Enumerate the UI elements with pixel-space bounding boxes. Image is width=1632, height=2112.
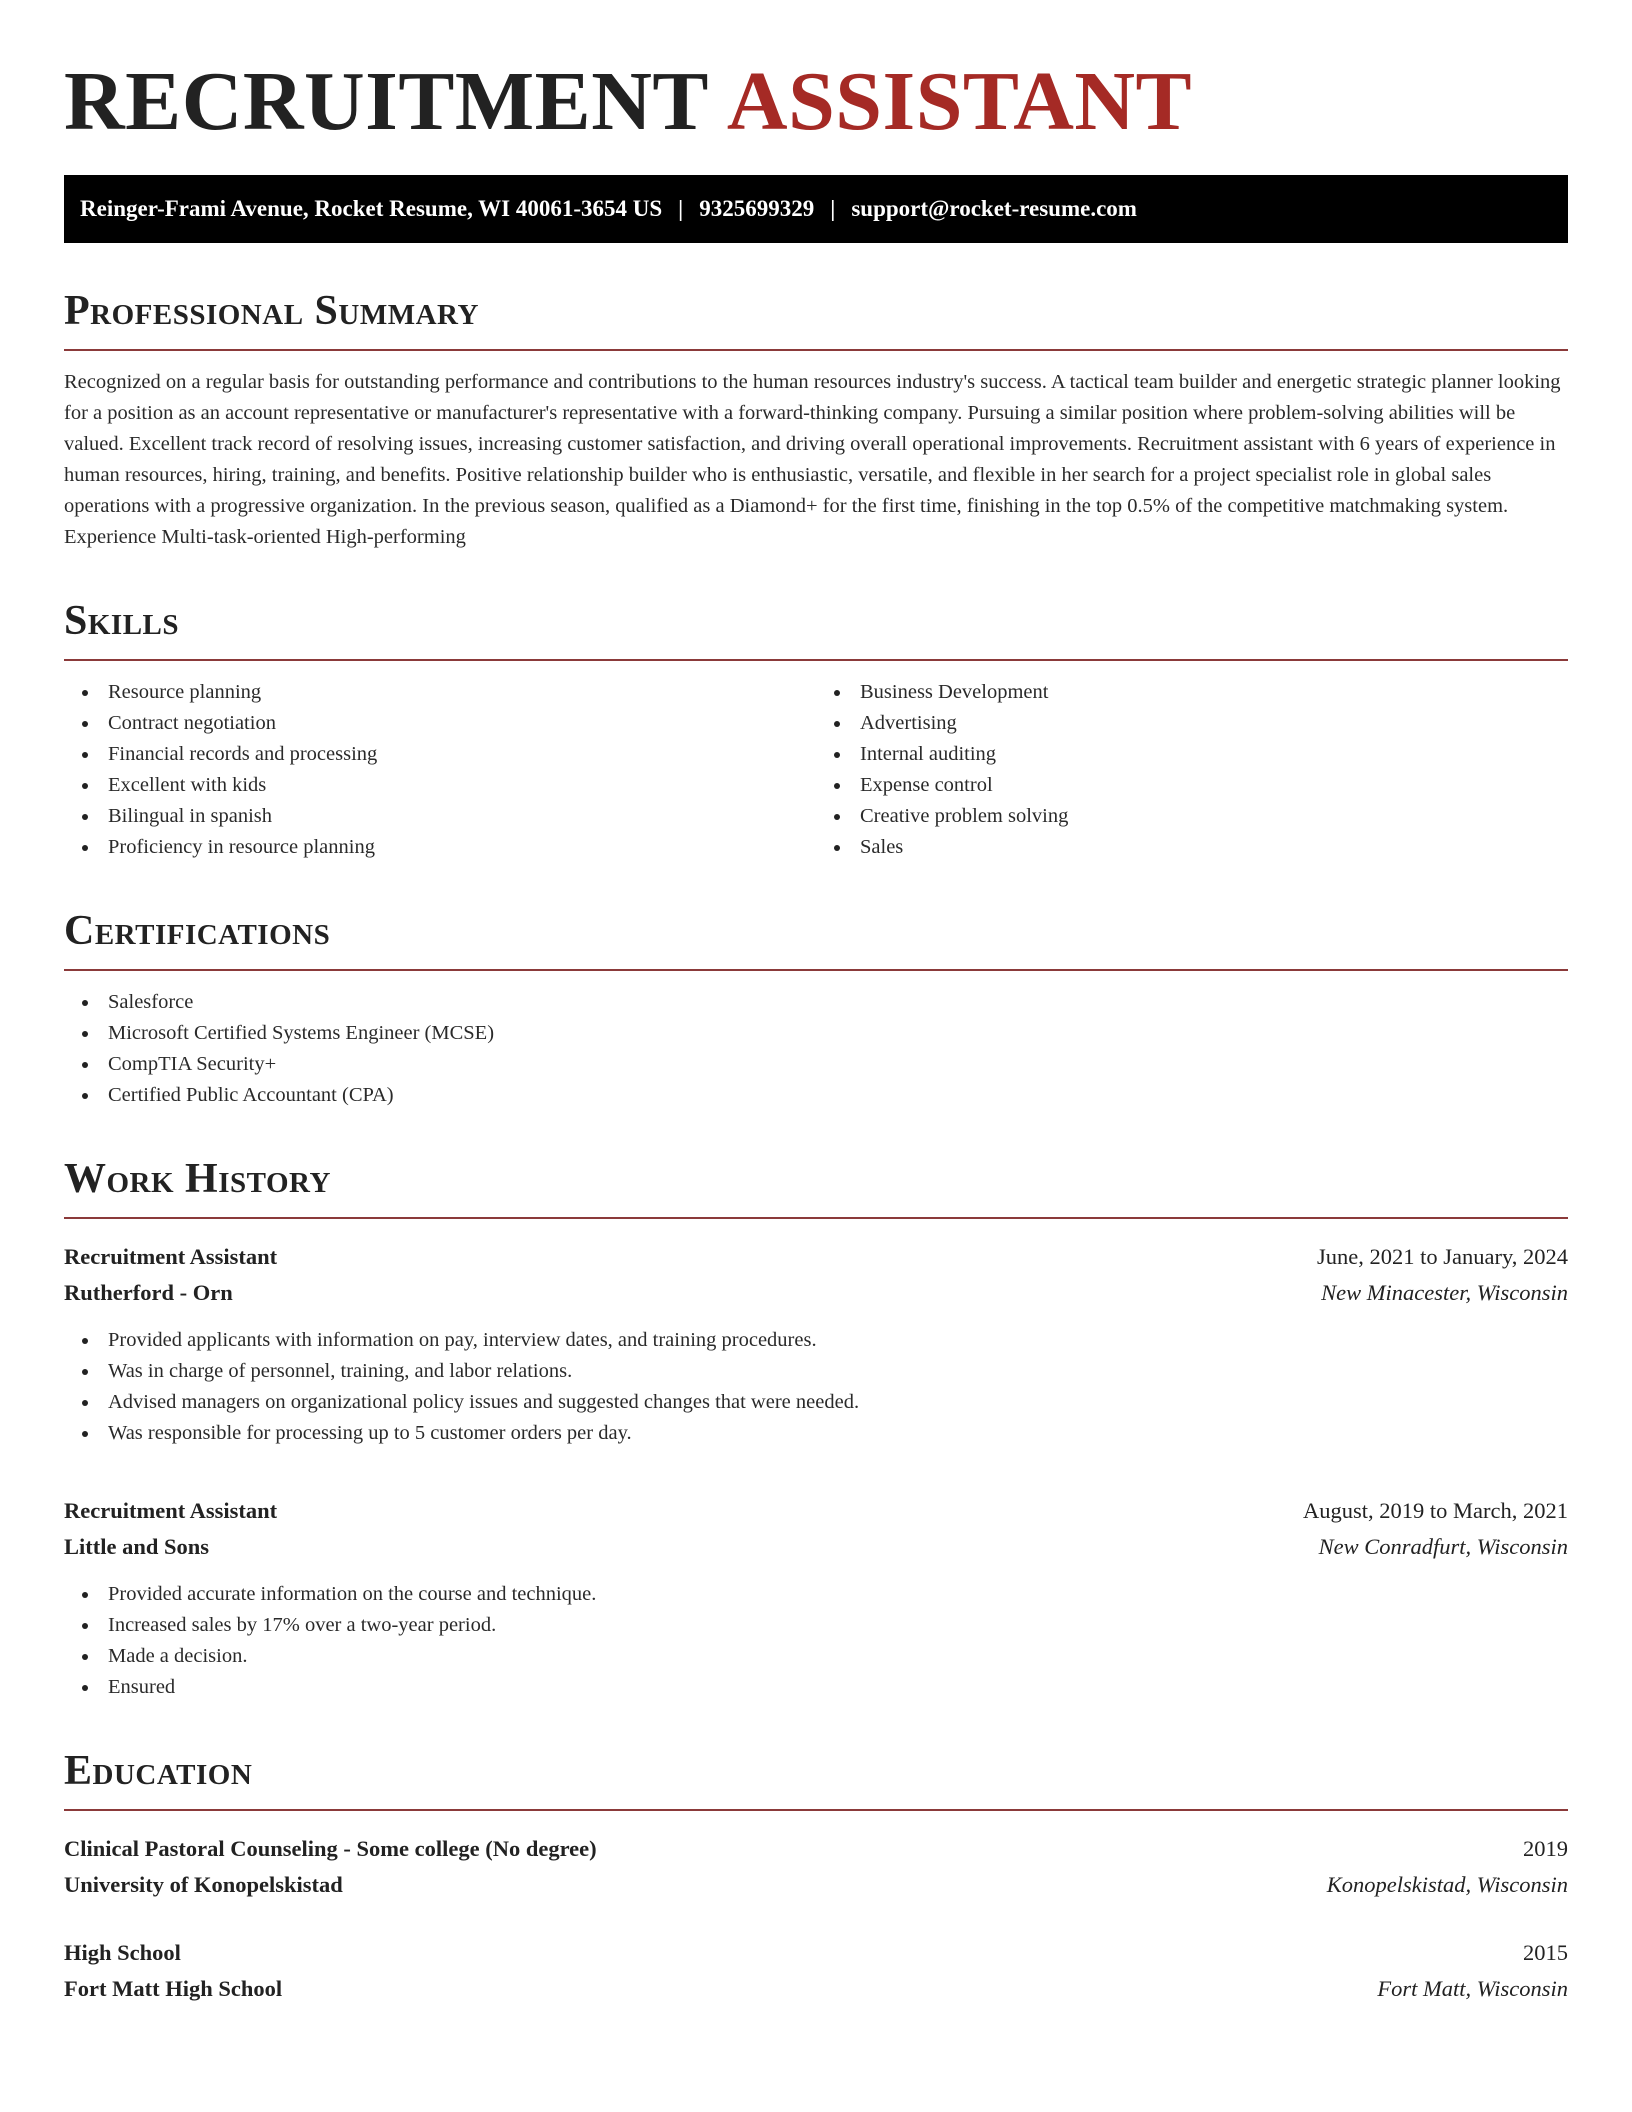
skill-item: Bilingual in spanish (64, 801, 816, 832)
section-divider (64, 349, 1568, 351)
job-duty-item: Ensured (64, 1672, 1568, 1703)
education-year: 2015 (1523, 1940, 1568, 1965)
job-dates: August, 2019 to March, 2021 (1303, 1498, 1568, 1523)
skills-list-right (816, 677, 1568, 863)
skills-section (64, 597, 1568, 863)
section-divider (64, 1809, 1568, 1811)
job-duty-item: Made a decision. (64, 1641, 1568, 1672)
job-duties-list (64, 1579, 1568, 1703)
education-degree: Clinical Pastoral Counseling - Some college (No degree) (64, 1836, 597, 1861)
job-company: Little and Sons (64, 1534, 210, 1559)
job-duty-item: Increased sales by 17% over a two-year period. (64, 1610, 1568, 1641)
work-history-heading: Work History (64, 1156, 331, 1202)
education-location: Fort Matt, Wisconsin (1377, 1976, 1568, 2001)
skill-item: Creative problem solving (816, 801, 1568, 832)
contact-phone: 9325699329 (699, 196, 815, 221)
education-school-row (64, 1867, 1568, 1903)
education-degree: High School (64, 1940, 181, 1965)
section-divider (64, 1217, 1568, 1219)
skill-item: Internal auditing (816, 739, 1568, 770)
skill-item: Business Development (816, 677, 1568, 708)
summary-text: Recognized on a regular basis for outstanding performance and contributions to the human resources industry's success. A tactical team builder and energetic strategic planner looking for a position as an account representative or manufacturer's representative with a forward-thinking company. Pursuing a similar position where problem-solving abilities will be valued. Excellent track record of resolving issues, increasing customer satisfaction, and driving overall operational improvements. Recruitment assistant with 6 years of experience in human resources, hiring, training, and benefits. Positive relationship builder who is enthusiastic, versatile, and flexible in her search for a project specialist role in global sales operations with a progressive organization. In the previous season, qualified as a Diamond+ for the first time, finishing in the top 0.5% of the competitive matchmaking system. Experience Multi-task-oriented High-performing (64, 371, 1561, 548)
job-duty-item: Advised managers on organizational policy issues and suggested changes that were needed. (64, 1387, 1568, 1418)
skill-item: Sales (816, 832, 1568, 863)
certification-item: CompTIA Security+ (64, 1049, 1568, 1080)
certification-item: Microsoft Certified Systems Engineer (MCSE) (64, 1018, 1568, 1049)
job-duty-item: Was responsible for processing up to 5 customer orders per day. (64, 1418, 1568, 1449)
job-entry (64, 1493, 1568, 1703)
summary-heading: Professional Summary (64, 288, 479, 334)
education-year: 2019 (1523, 1836, 1568, 1861)
job-duty-item: Was in charge of personnel, training, and labor relations. (64, 1356, 1568, 1387)
skill-item: Proficiency in resource planning (64, 832, 816, 863)
skill-item: Excellent with kids (64, 770, 816, 801)
certification-item: Salesforce (64, 987, 1568, 1018)
certifications-section (64, 907, 1568, 1111)
job-title: Recruitment Assistant (64, 1498, 278, 1523)
job-company-row (64, 1529, 1568, 1565)
skill-item: Contract negotiation (64, 708, 816, 739)
education-entry (64, 1935, 1568, 2007)
skill-item: Advertising (816, 708, 1568, 739)
job-dates: June, 2021 to January, 2024 (1316, 1244, 1568, 1269)
skill-item: Financial records and processing (64, 739, 816, 770)
skills-list-left (64, 677, 816, 863)
job-location: New Conradfurt, Wisconsin (1318, 1534, 1568, 1559)
job-company: Rutherford - Orn (64, 1280, 233, 1305)
education-school: Fort Matt High School (64, 1976, 283, 2001)
contact-email: support@rocket-resume.com (851, 196, 1137, 221)
name-first: RECRUITMENT (64, 55, 709, 148)
education-entry (64, 1831, 1568, 1903)
contact-address: Reinger-Frami Avenue, Rocket Resume, WI 40061-3654 US (80, 196, 663, 221)
education-school: University of Konopelskistad (64, 1872, 343, 1897)
education-heading: Education (64, 1748, 253, 1794)
section-divider (64, 969, 1568, 971)
education-location: Konopelskistad, Wisconsin (1326, 1872, 1568, 1897)
skills-grid (64, 677, 1568, 863)
certifications-list (64, 987, 1568, 1111)
name-last: ASSISTANT (726, 55, 1193, 148)
work-history-section (64, 1155, 1568, 1703)
job-entry (64, 1239, 1568, 1449)
skill-item: Resource planning (64, 677, 816, 708)
contact-separator: | (830, 196, 836, 221)
summary-section (64, 287, 1568, 553)
education-school-row (64, 1971, 1568, 2007)
education-header-row (64, 1831, 1568, 1867)
job-title: Recruitment Assistant (64, 1244, 278, 1269)
job-duty-item: Provided accurate information on the course and technique. (64, 1579, 1568, 1610)
education-header-row (64, 1935, 1568, 1971)
education-section (64, 1747, 1568, 2007)
contact-bar (64, 175, 1568, 243)
job-company-row (64, 1275, 1568, 1311)
certification-item: Certified Public Accountant (CPA) (64, 1080, 1568, 1111)
job-header-row (64, 1239, 1568, 1275)
certifications-heading: Certifications (64, 908, 331, 954)
contact-separator: | (678, 196, 684, 221)
job-duties-list (64, 1325, 1568, 1449)
job-duty-item: Provided applicants with information on pay, interview dates, and training procedures. (64, 1325, 1568, 1356)
skill-item: Expense control (816, 770, 1568, 801)
job-location: New Minacester, Wisconsin (1321, 1280, 1568, 1305)
job-header-row (64, 1493, 1568, 1529)
section-divider (64, 659, 1568, 661)
resume-name (64, 52, 1568, 152)
skills-heading: Skills (64, 598, 180, 644)
